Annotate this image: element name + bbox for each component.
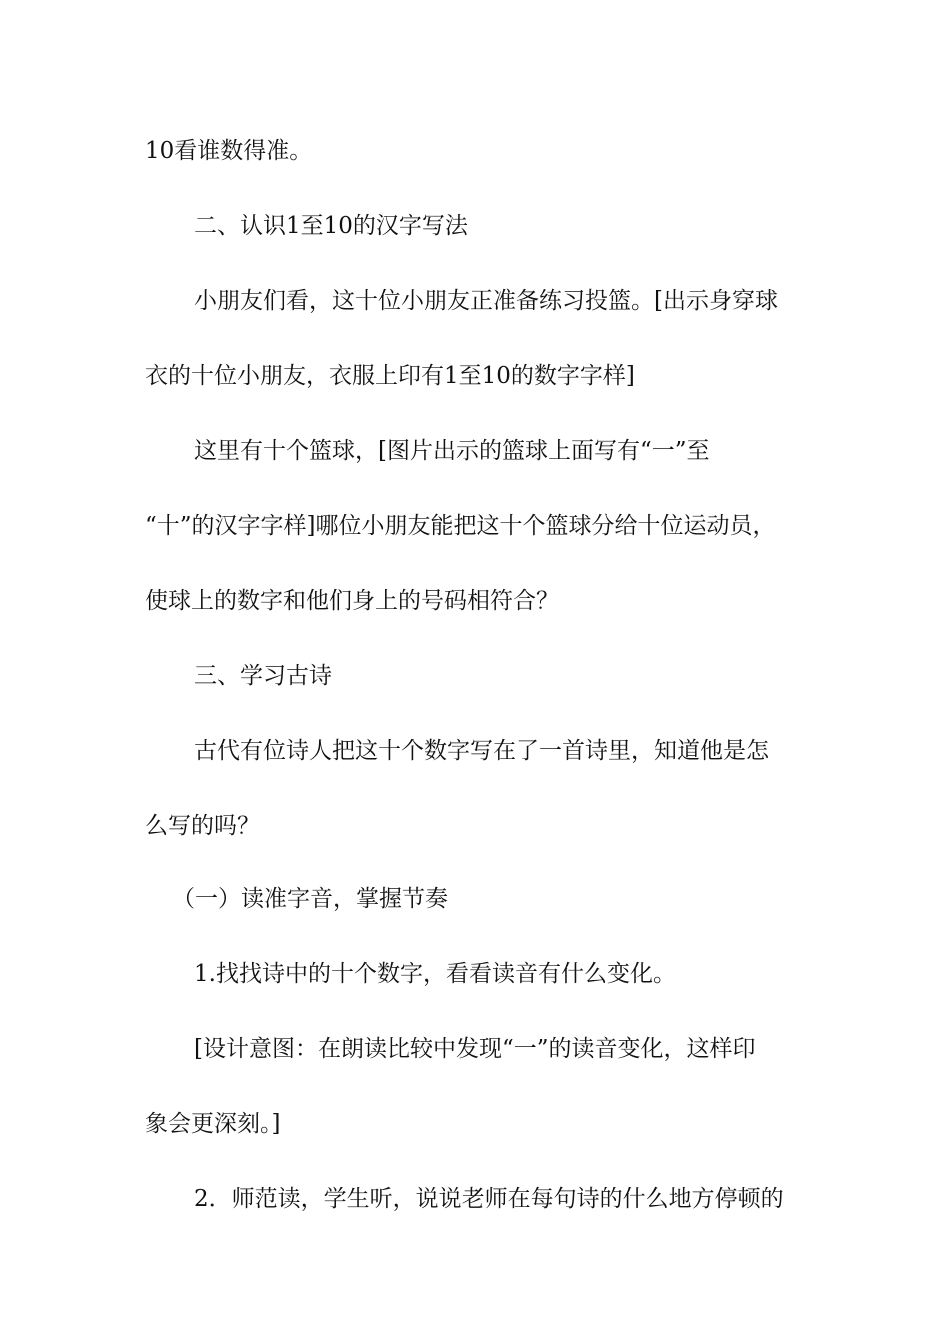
section-heading: 三、学习古诗 xyxy=(194,663,332,689)
paragraph-line: 么写的吗？ xyxy=(145,813,260,839)
subsection-heading: （一）读准字音，掌握节奏 xyxy=(172,886,448,912)
design-note: [设计意图：在朗读比较中发现“一”的读音变化，这样印 xyxy=(194,1036,756,1062)
design-note: 象会更深刻。] xyxy=(145,1111,281,1137)
paragraph-line: 这里有十个篮球，[图片出示的篮球上面写有“一”至 xyxy=(194,438,710,464)
paragraph-line: “十”的汉字字样]哪位小朋友能把这十个篮球分给十位运动员， xyxy=(145,513,776,539)
list-item: 1.找找诗中的十个数字，看看读音有什么变化。 xyxy=(194,961,676,987)
paragraph-line: 使球上的数字和他们身上的号码相符合？ xyxy=(145,588,559,614)
paragraph-line: 小朋友们看，这十位小朋友正准备练习投篮。[出示身穿球 xyxy=(194,288,778,314)
paragraph-line: 古代有位诗人把这十个数字写在了一首诗里，知道他是怎 xyxy=(194,738,769,764)
section-heading: 二、认识1至10的汉字写法 xyxy=(194,213,468,239)
paragraph-line: 衣的十位小朋友，衣服上印有1至10的数字字样] xyxy=(145,363,635,389)
list-item: 2．师范读，学生听，说说老师在每句诗的什么地方停顿的 xyxy=(194,1186,784,1212)
paragraph-line: 10看谁数得准。 xyxy=(145,138,313,164)
